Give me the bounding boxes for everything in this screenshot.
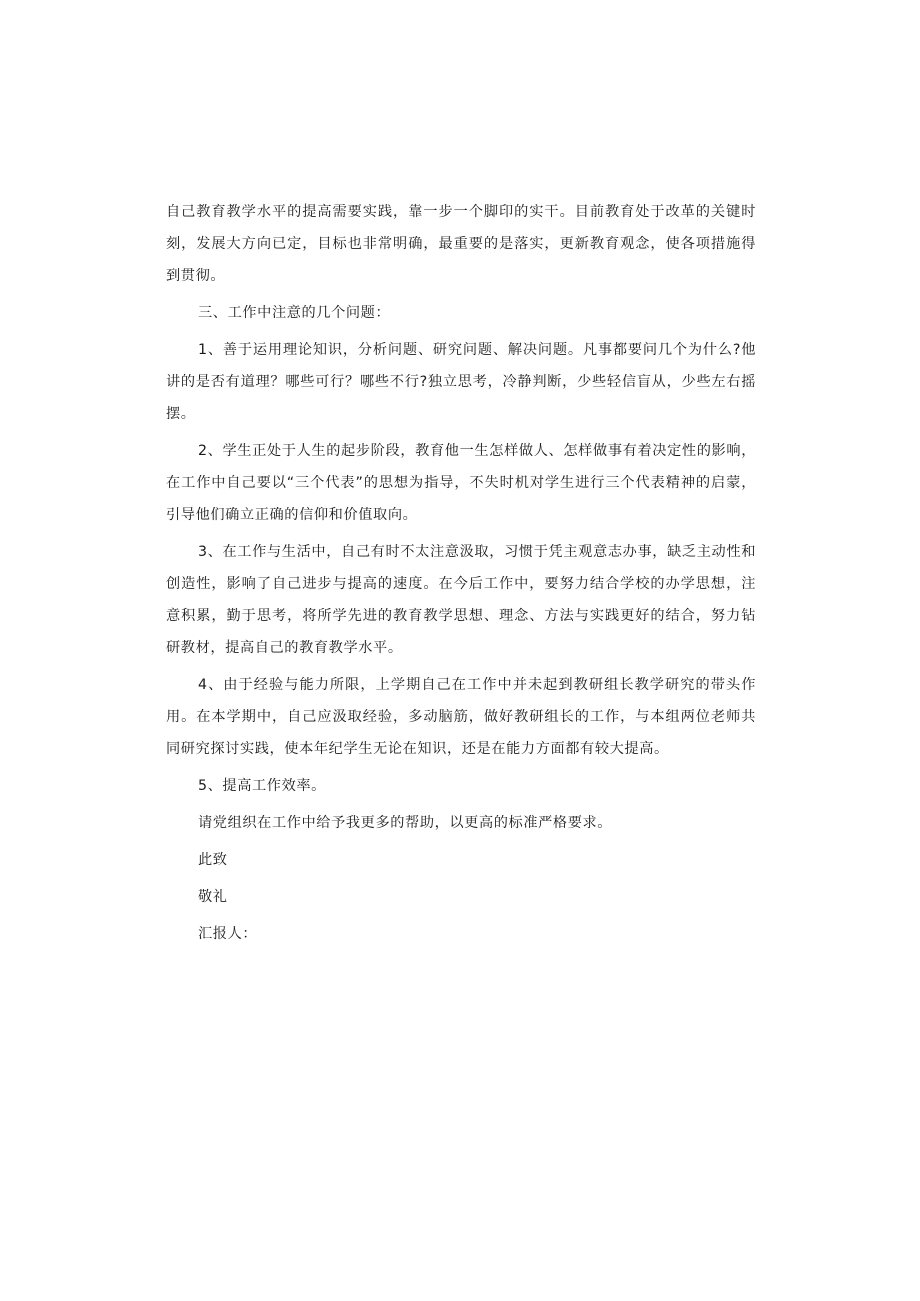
- paragraph-issue-3: 3、在工作与生活中，自己有时不太注意汲取，习惯于凭主观意志办事，缺乏主动性和创造性，影响了自己进步与提高的速度。在今后工作中，要努力结合学校的办学思想，注意积累，勤于思考，将所学先进的教育教学思想、理念、方法与实践更好的结合，努力钻研教材，提高自己的教育教学水平。: [166, 544, 756, 656]
- closing-request: 请党组织在工作中给予我更多的帮助，以更高的标准严格要求。: [198, 815, 613, 831]
- paragraph-issue-5: 5、提高工作效率。: [198, 778, 326, 794]
- paragraph-issue-4: 4、由于经验与能力所限，上学期自己在工作中并未起到教研组长教学研究的带头作用。在本学期中，自己应汲取经验，多动脑筋，做好教研组长的工作，与本组两位老师共同研究探讨实践，使本年纪学生无论在知识，还是在能力方面都有较大提高。: [166, 677, 756, 757]
- salutation-cizhi: 此致: [198, 852, 228, 868]
- salutation-jingli: 敬礼: [198, 889, 228, 905]
- document-body: [166, 196, 756, 955]
- section-heading-issues: 三、工作中注意的几个问题：: [198, 305, 391, 321]
- paragraph-issue-2: 2、学生正处于人生的起步阶段，教育他一生怎样做人、怎样做事有着决定性的影响，在工作中自己要以“三个代表”的思想为指导，不失时机对学生进行三个代表精神的启蒙，引导他们确立正确的信仰和价值取向。: [166, 443, 756, 523]
- signature-reporter: 汇报人：: [198, 926, 258, 942]
- paragraph-continuation: 自己教育教学水平的提高需要实践，靠一步一个脚印的实干。目前教育处于改革的关键时刻，发展大方向已定，目标也非常明确，最重要的是落实，更新教育观念，使各项措施得到贯彻。: [166, 204, 756, 284]
- paragraph-issue-1: 1、善于运用理论知识，分析问题、研究问题、解决问题。凡事都要问几个为什么?他讲的是否有道理？哪些可行？哪些不行?独立思考，冷静判断，少些轻信盲从，少些左右摇摆。: [166, 342, 756, 422]
